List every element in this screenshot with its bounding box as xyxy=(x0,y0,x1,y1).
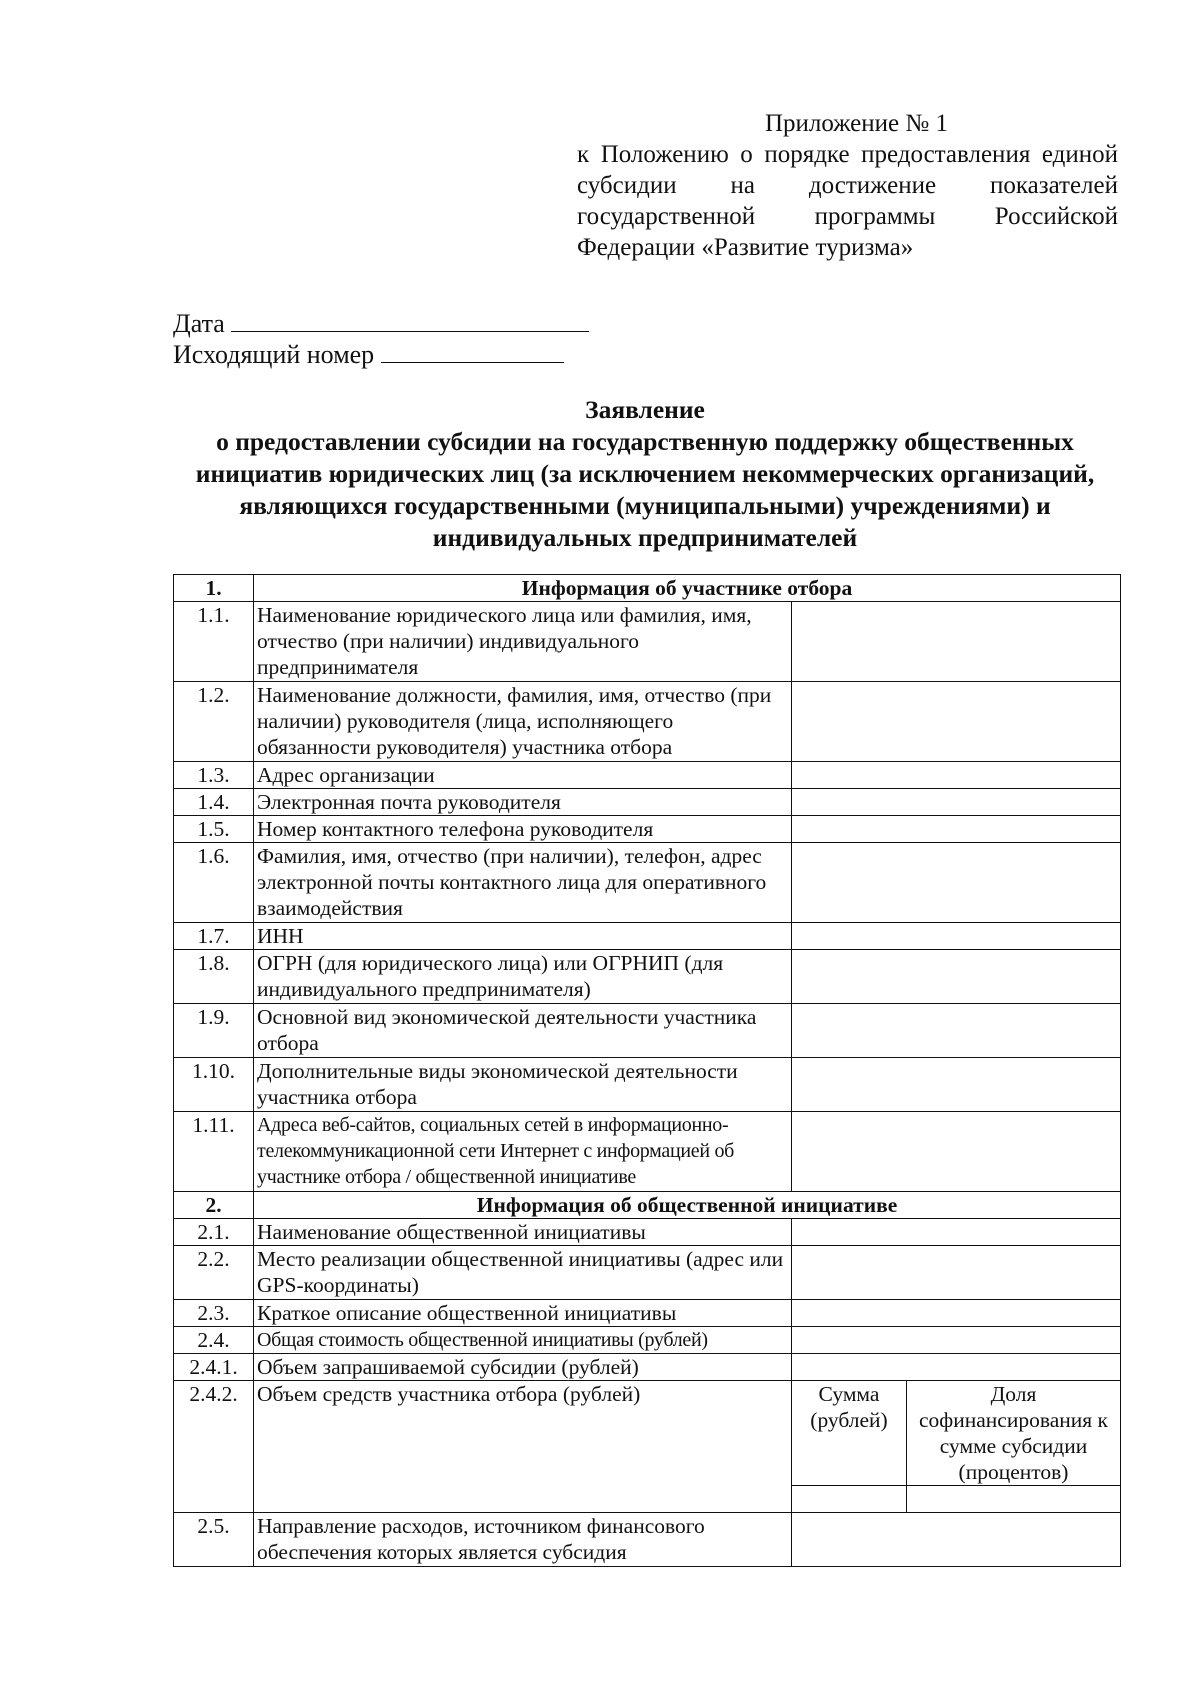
row-number: 2.4. xyxy=(174,1327,254,1354)
table-row xyxy=(174,1354,1121,1381)
table-row xyxy=(174,1219,1121,1246)
row-label: Дополнительные виды экономической деятельности участника отбора xyxy=(254,1058,792,1112)
cofinancing-share-column-header: Доля софинансирования к сумме субсидии (процентов) xyxy=(907,1381,1121,1486)
row-value-cell[interactable] xyxy=(792,762,1121,789)
table-row xyxy=(174,1381,1121,1486)
row-number: 1.3. xyxy=(174,762,254,789)
table-row xyxy=(174,1300,1121,1327)
row-number: 1.2. xyxy=(174,682,254,762)
row-value-cell[interactable] xyxy=(792,1354,1121,1381)
row-value-cell[interactable] xyxy=(792,1219,1121,1246)
sum-value-cell[interactable] xyxy=(792,1486,907,1513)
date-field xyxy=(173,307,589,339)
row-number: 1.10. xyxy=(174,1058,254,1112)
row-label: Номер контактного телефона руководителя xyxy=(254,816,792,843)
table-row xyxy=(174,923,1121,950)
row-value-cell[interactable] xyxy=(792,816,1121,843)
row-label: Фамилия, имя, отчество (при наличии), телефон, адрес электронной почты контактного лица для оперативного взаимодействия xyxy=(254,843,792,923)
row-label: Направление расходов, источником финансового обеспечения которых является субсидия xyxy=(254,1513,792,1567)
row-label: Основной вид экономической деятельности участника отбора xyxy=(254,1004,792,1058)
row-value-cell[interactable] xyxy=(792,1327,1121,1354)
table-row xyxy=(174,1112,1121,1192)
outgoing-number-field xyxy=(173,338,564,370)
section-row-1 xyxy=(174,575,1121,602)
row-number: 2.4.1. xyxy=(174,1354,254,1381)
appendix-reference: к Положению о порядке предоставления единой субсидии на достижение показателей государственной программы Российской Федерации «Развитие туризма» xyxy=(577,141,1118,261)
table-row xyxy=(174,1004,1121,1058)
table-row xyxy=(174,1327,1121,1354)
table-row xyxy=(174,816,1121,843)
row-number: 1.11. xyxy=(174,1112,254,1192)
row-number: 1.7. xyxy=(174,923,254,950)
row-number: 2.3. xyxy=(174,1300,254,1327)
row-value-cell[interactable] xyxy=(792,1004,1121,1058)
row-label: Адреса веб-сайтов, социальных сетей в информационно-телекоммуникационной сети Интернет с информацией об участнике отбора / общественной инициативе xyxy=(254,1112,792,1192)
row-value-cell[interactable] xyxy=(792,950,1121,1004)
table-row xyxy=(174,1246,1121,1300)
row-number: 1.5. xyxy=(174,816,254,843)
outgoing-number-label: Исходящий номер xyxy=(173,340,375,369)
table-row xyxy=(174,682,1121,762)
section-title: Информация об участнике отбора xyxy=(254,575,1121,602)
row-label: Объем средств участника отбора (рублей) xyxy=(254,1381,792,1513)
section-title: Информация об общественной инициативе xyxy=(254,1192,1121,1219)
row-value-cell[interactable] xyxy=(792,1112,1121,1192)
row-number: 1.1. xyxy=(174,602,254,682)
appendix-number: Приложение № 1 xyxy=(764,110,948,137)
section-number: 1. xyxy=(174,575,254,602)
date-blank-line[interactable] xyxy=(231,307,589,332)
row-label: Наименование общественной инициативы xyxy=(254,1219,792,1246)
row-value-cell[interactable] xyxy=(792,602,1121,682)
row-label: Наименование должности, фамилия, имя, отчество (при наличии) руководителя (лица, исполняющего обязанности руководителя) участника отбора xyxy=(254,682,792,762)
title-subtitle: о предоставлении субсидии на государственную поддержку общественных инициатив юридических лиц (за исключением некоммерческих организаций, являющихся государственными (муниципальными) учреждениями) и индивидуальных предпринимателей xyxy=(195,427,1095,552)
row-number: 1.8. xyxy=(174,950,254,1004)
row-value-cell[interactable] xyxy=(792,1246,1121,1300)
row-value-cell[interactable] xyxy=(792,1300,1121,1327)
cofinancing-share-value-cell[interactable] xyxy=(907,1486,1121,1513)
row-number: 2.4.2. xyxy=(174,1381,254,1513)
row-label: ИНН xyxy=(254,923,792,950)
row-number: 2.2. xyxy=(174,1246,254,1300)
section-row-2 xyxy=(174,1192,1121,1219)
row-label: Электронная почта руководителя xyxy=(254,789,792,816)
row-number: 1.9. xyxy=(174,1004,254,1058)
row-value-cell[interactable] xyxy=(792,1513,1121,1567)
row-number: 2.1. xyxy=(174,1219,254,1246)
table-row xyxy=(174,762,1121,789)
outgoing-number-blank-line[interactable] xyxy=(381,338,564,363)
row-value-cell[interactable] xyxy=(792,682,1121,762)
row-label: Краткое описание общественной инициативы xyxy=(254,1300,792,1327)
title-heading: Заявление xyxy=(585,395,705,424)
row-number: 2.5. xyxy=(174,1513,254,1567)
row-value-cell[interactable] xyxy=(792,843,1121,923)
table-row xyxy=(174,1513,1121,1567)
row-number: 1.4. xyxy=(174,789,254,816)
row-value-cell[interactable] xyxy=(792,789,1121,816)
table-row xyxy=(174,843,1121,923)
date-label: Дата xyxy=(173,309,225,338)
table-row xyxy=(174,1058,1121,1112)
table-row xyxy=(174,789,1121,816)
application-form-table xyxy=(173,574,1121,1567)
row-value-cell[interactable] xyxy=(792,923,1121,950)
section-number: 2. xyxy=(174,1192,254,1219)
row-label: Адрес организации xyxy=(254,762,792,789)
row-label: Место реализации общественной инициативы (адрес или GPS-координаты) xyxy=(254,1246,792,1300)
row-number: 1.6. xyxy=(174,843,254,923)
row-label: Объем запрашиваемой субсидии (рублей) xyxy=(254,1354,792,1381)
row-label: Общая стоимость общественной инициативы (рублей) xyxy=(254,1327,792,1354)
row-value-cell[interactable] xyxy=(792,1058,1121,1112)
application-title xyxy=(170,394,1120,554)
appendix-header xyxy=(577,108,1118,263)
table-row xyxy=(174,602,1121,682)
sum-column-header: Сумма (рублей) xyxy=(792,1381,907,1486)
row-label: Наименование юридического лица или фамилия, имя, отчество (при наличии) индивидуального предпринимателя xyxy=(254,602,792,682)
table-row xyxy=(174,950,1121,1004)
row-label: ОГРН (для юридического лица) или ОГРНИП (для индивидуального предпринимателя) xyxy=(254,950,792,1004)
